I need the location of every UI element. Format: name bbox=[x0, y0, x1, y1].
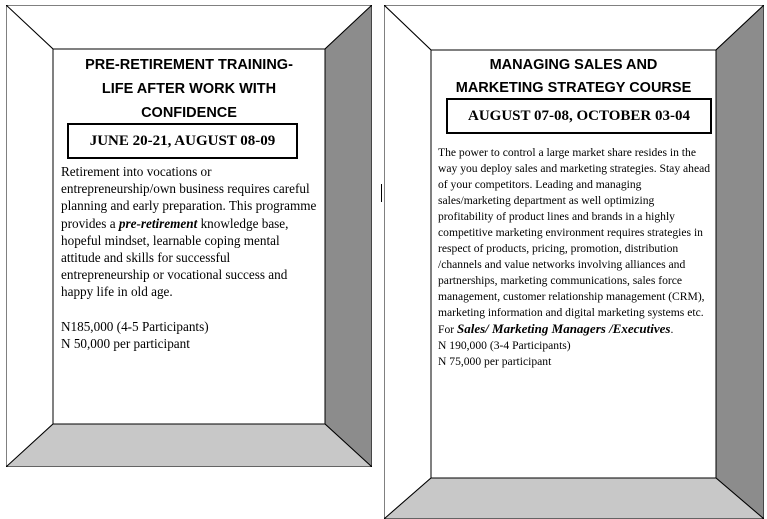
right-card-audience bbox=[438, 321, 712, 338]
right-card-dates: AUGUST 07-08, OCTOBER 03-04 bbox=[446, 98, 712, 134]
right-audience-emphasis: Sales/ Marketing Managers /Executives bbox=[457, 321, 671, 336]
right-price-group: N 190,000 (3-4 Participants) bbox=[438, 339, 571, 352]
left-description-after: knowledge base, hopeful mindset, learnable coping mental attitude and skills for successful entrepreneurship or vocational success and happy life in old age. bbox=[61, 215, 289, 300]
right-audience-suffix: . bbox=[670, 323, 674, 336]
left-title-line-2: LIFE AFTER WORK WITH bbox=[101, 81, 277, 97]
left-description-emphasis: pre-retirement bbox=[118, 215, 198, 231]
right-audience-prefix: For bbox=[438, 323, 458, 336]
left-card-title bbox=[53, 53, 325, 125]
left-card-dates: JUNE 20-21, AUGUST 08-09 bbox=[67, 123, 298, 159]
divider-mark bbox=[381, 184, 382, 202]
left-title-line-3: CONFIDENCE bbox=[141, 105, 237, 121]
left-course-card bbox=[6, 5, 372, 467]
left-price-single: N 50,000 per participant bbox=[61, 335, 190, 351]
right-price-single: N 75,000 per participant bbox=[438, 355, 552, 368]
left-card-description bbox=[61, 163, 321, 301]
right-card-body bbox=[438, 145, 712, 370]
left-description-before: Retirement into vocations or entrepreneurship/own business requires careful planning and early preparation. This programme provides a bbox=[61, 164, 317, 231]
right-card-description: The power to control a large market share resides in the way you deploy sales and marketing strategies. Stay ahead of your competitors. Leading and managing sales/marketing department as well optimizing profitability of product lines and brands in a highly competitive marketing environment requires strategies in respect of products, pricing, promotion, distribution /channels and value networks involving alliances and partnerships, marketing communications, sales force management, customer relationship management (CRM), marketing information and digital marketing systems etc. bbox=[438, 146, 711, 319]
right-card-title bbox=[431, 54, 716, 100]
left-price-group: N185,000 (4-5 Participants) bbox=[61, 318, 209, 334]
left-card-body bbox=[61, 163, 321, 352]
left-title-line-1: PRE-RETIREMENT TRAINING- bbox=[85, 57, 293, 73]
right-course-card bbox=[384, 5, 764, 519]
right-title-line-2: MARKETING STRATEGY COURSE bbox=[455, 80, 692, 96]
right-title-line-1: MANAGING SALES AND bbox=[489, 57, 658, 73]
